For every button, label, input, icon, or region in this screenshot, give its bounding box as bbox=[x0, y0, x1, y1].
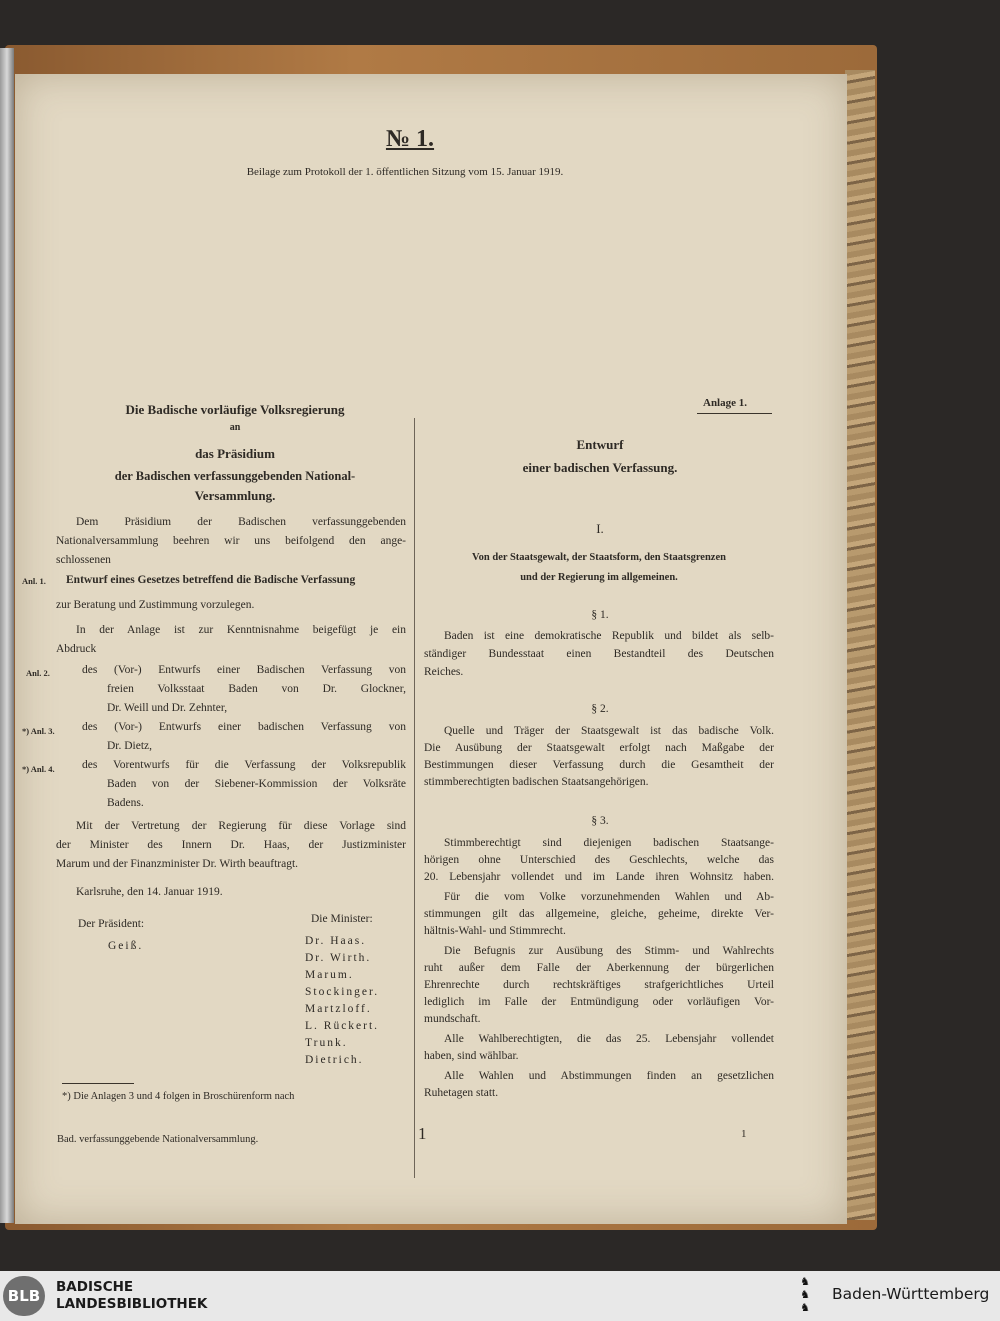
margin-note: Anl. 2. bbox=[26, 668, 50, 678]
paragraph-label: § 2. bbox=[591, 703, 609, 715]
ministers-label: Die Minister: bbox=[311, 913, 373, 925]
sheet-mark: 1 bbox=[418, 1124, 427, 1143]
paragraph-1-line: schlossenen bbox=[56, 554, 111, 566]
paragraph-3-line: In der Anlage ist zur Kenntnisnahme beigefügt je ein bbox=[76, 624, 406, 636]
section-title-line: Von der Staatsgewalt, der Staatsform, den Staatsgrenzen bbox=[472, 552, 726, 563]
article-line: stimmungen gilt das allgemeine, gleiche, geheime, direkte Ver- bbox=[424, 908, 774, 920]
paragraph-label: § 1. bbox=[591, 609, 609, 621]
anlage-underline bbox=[697, 413, 772, 414]
book-spine bbox=[0, 48, 14, 1223]
library-name[interactable] bbox=[56, 1279, 207, 1313]
article-line: Baden ist eine demokratische Republik und bildet als selb- bbox=[444, 630, 774, 642]
minister-name: Martzloff. bbox=[305, 1003, 372, 1015]
heading-3: das Präsidium bbox=[195, 446, 275, 461]
anlage-3-line: Dr. Dietz, bbox=[107, 740, 153, 752]
anlage-4-line: des Vorentwurfs für die Verfassung der Volksrepublik bbox=[82, 759, 406, 771]
anlage-3-line: des (Vor-) Entwurfs einer badischen Verfassung von bbox=[82, 721, 406, 733]
state-name[interactable]: Baden-Württemberg bbox=[832, 1285, 990, 1303]
margin-note: *) Anl. 3. bbox=[22, 726, 55, 736]
anlage-2-line: Dr. Weill und Dr. Zehnter, bbox=[107, 702, 228, 714]
column-divider bbox=[414, 418, 415, 1178]
anlage-4-line: Baden von der Siebener-Kommission der Volksräte bbox=[107, 778, 406, 790]
minister-name: Trunk. bbox=[305, 1037, 348, 1049]
paragraph-3-line: Abdruck bbox=[56, 643, 97, 655]
document-number: № 1. bbox=[385, 126, 435, 152]
article-line: ruht außer dem Falle der Aberkennung der bürgerlichen bbox=[424, 962, 774, 974]
article-line: Quelle und Träger der Staatsgewalt ist das badische Volk. bbox=[444, 725, 774, 737]
article-line: Ehrenrechte durch rechtskräftiges strafgerichtliches Urteil bbox=[424, 979, 774, 991]
minister-name: Marum. bbox=[305, 969, 354, 981]
article-line: Stimmberechtigt sind diejenigen badischen Staatsange- bbox=[444, 837, 774, 849]
footnote-rule bbox=[62, 1083, 134, 1084]
draft-title-2: einer badischen Verfassung. bbox=[522, 460, 678, 475]
article-line: Die Befugnis zur Ausübung des Stimm- und Wahlrechts bbox=[444, 945, 774, 957]
footnote: *) Die Anlagen 3 und 4 folgen in Broschürenform nach bbox=[62, 1091, 295, 1102]
anlage-4-line: Badens. bbox=[107, 797, 144, 809]
article-line: lediglich im Falle der Entmündigung oder vorläufigen Vor- bbox=[424, 996, 774, 1008]
president-name: Geiß. bbox=[108, 940, 144, 952]
library-name-line: BADISCHE bbox=[56, 1279, 134, 1295]
blb-logo[interactable]: BLB bbox=[3, 1276, 45, 1316]
article-line: Reiches. bbox=[424, 666, 464, 678]
minister-name: L. Rückert. bbox=[305, 1020, 380, 1032]
section-title-line: und der Regierung im allgemeinen. bbox=[520, 572, 678, 583]
article-line: Für die vom Volke vorzunehmenden Wahlen und Ab- bbox=[444, 891, 774, 903]
library-name-line: LANDESBIBLIOTHEK bbox=[56, 1296, 208, 1312]
page-footer: Bad. verfassunggebende Nationalversammlung. bbox=[57, 1134, 259, 1145]
paragraph-label: § 3. bbox=[591, 815, 609, 827]
article-line: 20. Lebensjahr vollendet und im Lande ihren Wohnsitz haben. bbox=[424, 871, 774, 883]
anlage-2-line: freien Volksstaat Baden von Dr. Glockner, bbox=[107, 683, 406, 695]
heading-1: Die Badische vorläufige Volksregierung bbox=[125, 402, 345, 417]
article-line: stimmberechtigten badischen Staatsangehörigen. bbox=[424, 776, 649, 788]
article-line: Ruhetagen statt. bbox=[424, 1087, 499, 1099]
article-line: Alle Wahlberechtigten, die das 25. Lebensjahr vollendet bbox=[444, 1033, 774, 1045]
paragraph-1-line: Dem Präsidium der Badischen verfassunggebenden bbox=[76, 516, 406, 528]
page-number: 1 bbox=[741, 1128, 747, 1140]
margin-note: Anl. 1. bbox=[22, 576, 46, 586]
heading-5: Versammlung. bbox=[194, 488, 276, 503]
minister-name: Dietrich. bbox=[305, 1054, 364, 1066]
article-line: Die Ausübung der Staatsgewalt erfolgt nach Maßgabe der bbox=[424, 742, 774, 754]
article-line: ständiger Bundesstaat einen Bestandteil des Deutschen bbox=[424, 648, 774, 660]
paragraph-2: zur Beratung und Zustimmung vorzulegen. bbox=[56, 599, 255, 611]
paragraph-4-line: der Minister des Innern Dr. Haas, der Justizminister bbox=[56, 839, 406, 851]
margin-note: *) Anl. 4. bbox=[22, 764, 55, 774]
paragraph-1-line: Nationalversammlung beehren wir uns beifolgend den ange- bbox=[56, 535, 406, 547]
article-line: mundschaft. bbox=[424, 1013, 481, 1025]
anlage-label: Anlage 1. bbox=[703, 397, 747, 409]
date-line: Karlsruhe, den 14. Januar 1919. bbox=[76, 886, 223, 898]
article-line: hältnis-Wahl- und Stimmrecht. bbox=[424, 925, 566, 937]
heading-2: an bbox=[229, 422, 241, 433]
draft-title-1: Entwurf bbox=[576, 437, 624, 452]
article-line: Bestimmungen dieser Verfassung durch die Gesamtheit der bbox=[424, 759, 774, 771]
section-numeral: I. bbox=[596, 521, 604, 536]
anlage-2-line: des (Vor-) Entwurfs einer Badischen Verfassung von bbox=[82, 664, 406, 676]
heading-4: der Badischen verfassunggebenden National- bbox=[114, 469, 356, 483]
anlage-1-text: Entwurf eines Gesetzes betreffend die Badische Verfassung bbox=[66, 574, 356, 586]
president-label: Der Präsident: bbox=[78, 918, 145, 930]
marbled-edge bbox=[845, 70, 875, 1220]
document-subtitle: Beilage zum Protokoll der 1. öffentlichen Sitzung vom 15. Januar 1919. bbox=[246, 166, 564, 178]
paragraph-4-line: Mit der Vertretung der Regierung für diese Vorlage sind bbox=[76, 820, 406, 832]
article-line: Alle Wahlen und Abstimmungen finden an gesetzlichen bbox=[444, 1070, 774, 1082]
article-line: hörigen ohne Unterschied des Geschlechts, welche das bbox=[424, 854, 774, 866]
minister-name: Dr. Wirth. bbox=[305, 952, 372, 964]
lions-crest-icon: ♞ ♞ ♞ bbox=[800, 1276, 810, 1314]
paragraph-4-line: Marum und der Finanzminister Dr. Wirth beauftragt. bbox=[56, 858, 299, 870]
minister-name: Dr. Haas. bbox=[305, 935, 367, 947]
article-line: haben, sind wählbar. bbox=[424, 1050, 519, 1062]
minister-name: Stockinger. bbox=[305, 986, 380, 998]
